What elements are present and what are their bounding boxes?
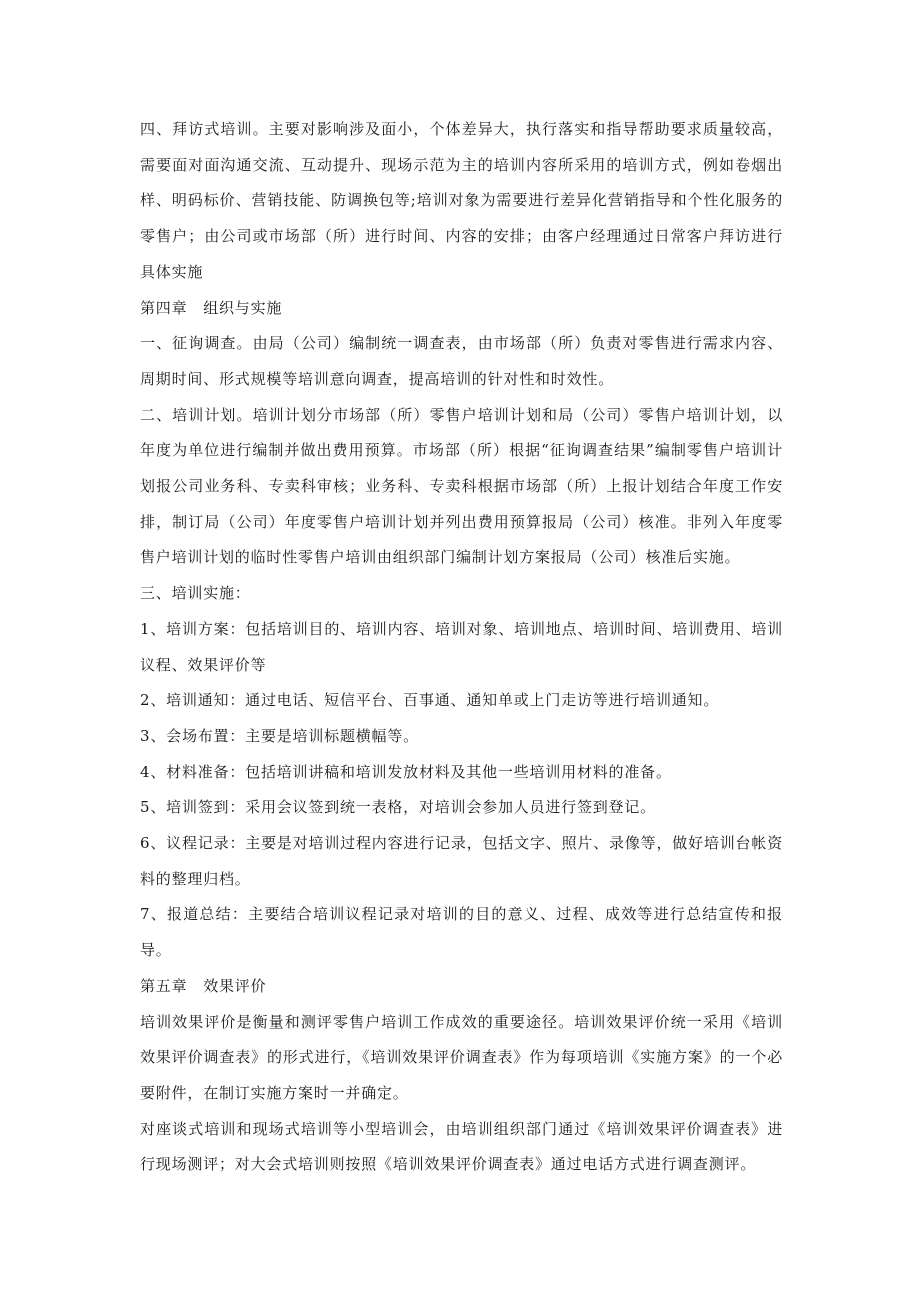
paragraph-evaluation-methods: 对座谈式培训和现场式培训等小型培训会，由培训组织部门通过《培训效果评价调查表》进行现场测评；对大会式培训则按照《培训效果评价调查表》通过电话方式进行调查测评。 <box>140 1119 783 1174</box>
list-item-report: 7、报道总结：主要结合培训议程记录对培训的目的意义、过程、成效等进行总结宣传和报导。 <box>140 905 783 960</box>
list-item-records: 6、议程记录：主要是对培训过程内容进行记录，包括文字、照片、录像等，做好培训台帐资料的整理归档。 <box>140 834 783 888</box>
list-item-notice: 2、培训通知：通过电话、短信平台、百事通、通知单或上门走访等进行培训通知。 <box>140 691 720 710</box>
list-item-venue: 3、会场布置：主要是培训标题横幅等。 <box>140 726 419 745</box>
list-item-materials: 4、材料准备：包括培训讲稿和培训发放材料及其他一些培训用材料的准备。 <box>140 762 672 781</box>
list-item-plan: 1、培训方案：包括培训目的、培训内容、培训对象、培训地点、培训时间、培训费用、培训议程、效果评价等 <box>140 619 783 674</box>
list-item-signin: 5、培训签到：采用会议签到统一表格，对培训会参加人员进行签到登记。 <box>140 798 656 817</box>
paragraph-implementation-heading: 三、培训实施： <box>140 584 251 603</box>
chapter-5-heading: 第五章 效果评价 <box>140 976 267 995</box>
paragraph-visit-training: 四、拜访式培训。主要对影响涉及面小，个体差异大，执行落实和指导帮助要求质量较高，需要面对面沟通交流、互动提升、现场示范为主的培训内容所采用的培训方式，例如卷烟出样、明码标价、营销技能、防调换包等;培训对象为需要进行差异化营销指导和个性化服务的零售户；由公司或市场部（所）进行时间、内容的安排；由客户经理通过日常客户拜访进行具体实施 <box>140 120 783 281</box>
document-body <box>140 112 783 1183</box>
paragraph-evaluation: 培训效果评价是衡量和测评零售户培训工作成效的重要途径。培训效果评价统一采用《培训效果评价调查表》的形式进行，《培训效果评价调查表》作为每项培训《实施方案》的一个必要附件，在制订实施方案时一并确定。 <box>140 1012 783 1102</box>
paragraph-survey: 一、征询调查。由局（公司）编制统一调查表，由市场部（所）负责对零售进行需求内容、周期时间、形式规模等培训意向调查，提高培训的针对性和时效性。 <box>140 334 783 388</box>
chapter-4-heading: 第四章 组织与实施 <box>140 298 283 317</box>
paragraph-training-plan: 二、培训计划。培训计划分市场部（所）零售户培训计划和局（公司）零售户培训计划，以年度为单位进行编制并做出费用预算。市场部（所）根据“征询调查结果”编制零售户培训计划报公司业务科、专卖科审核；业务科、专卖科根据市场部（所）上报计划结合年度工作安排，制订局（公司）年度零售户培训计划并列出费用预算报局（公司）核准。非列入年度零售户培训计划的临时性零售户培训由组织部门编制计划方案报局（公司）核准后实施。 <box>140 405 783 567</box>
